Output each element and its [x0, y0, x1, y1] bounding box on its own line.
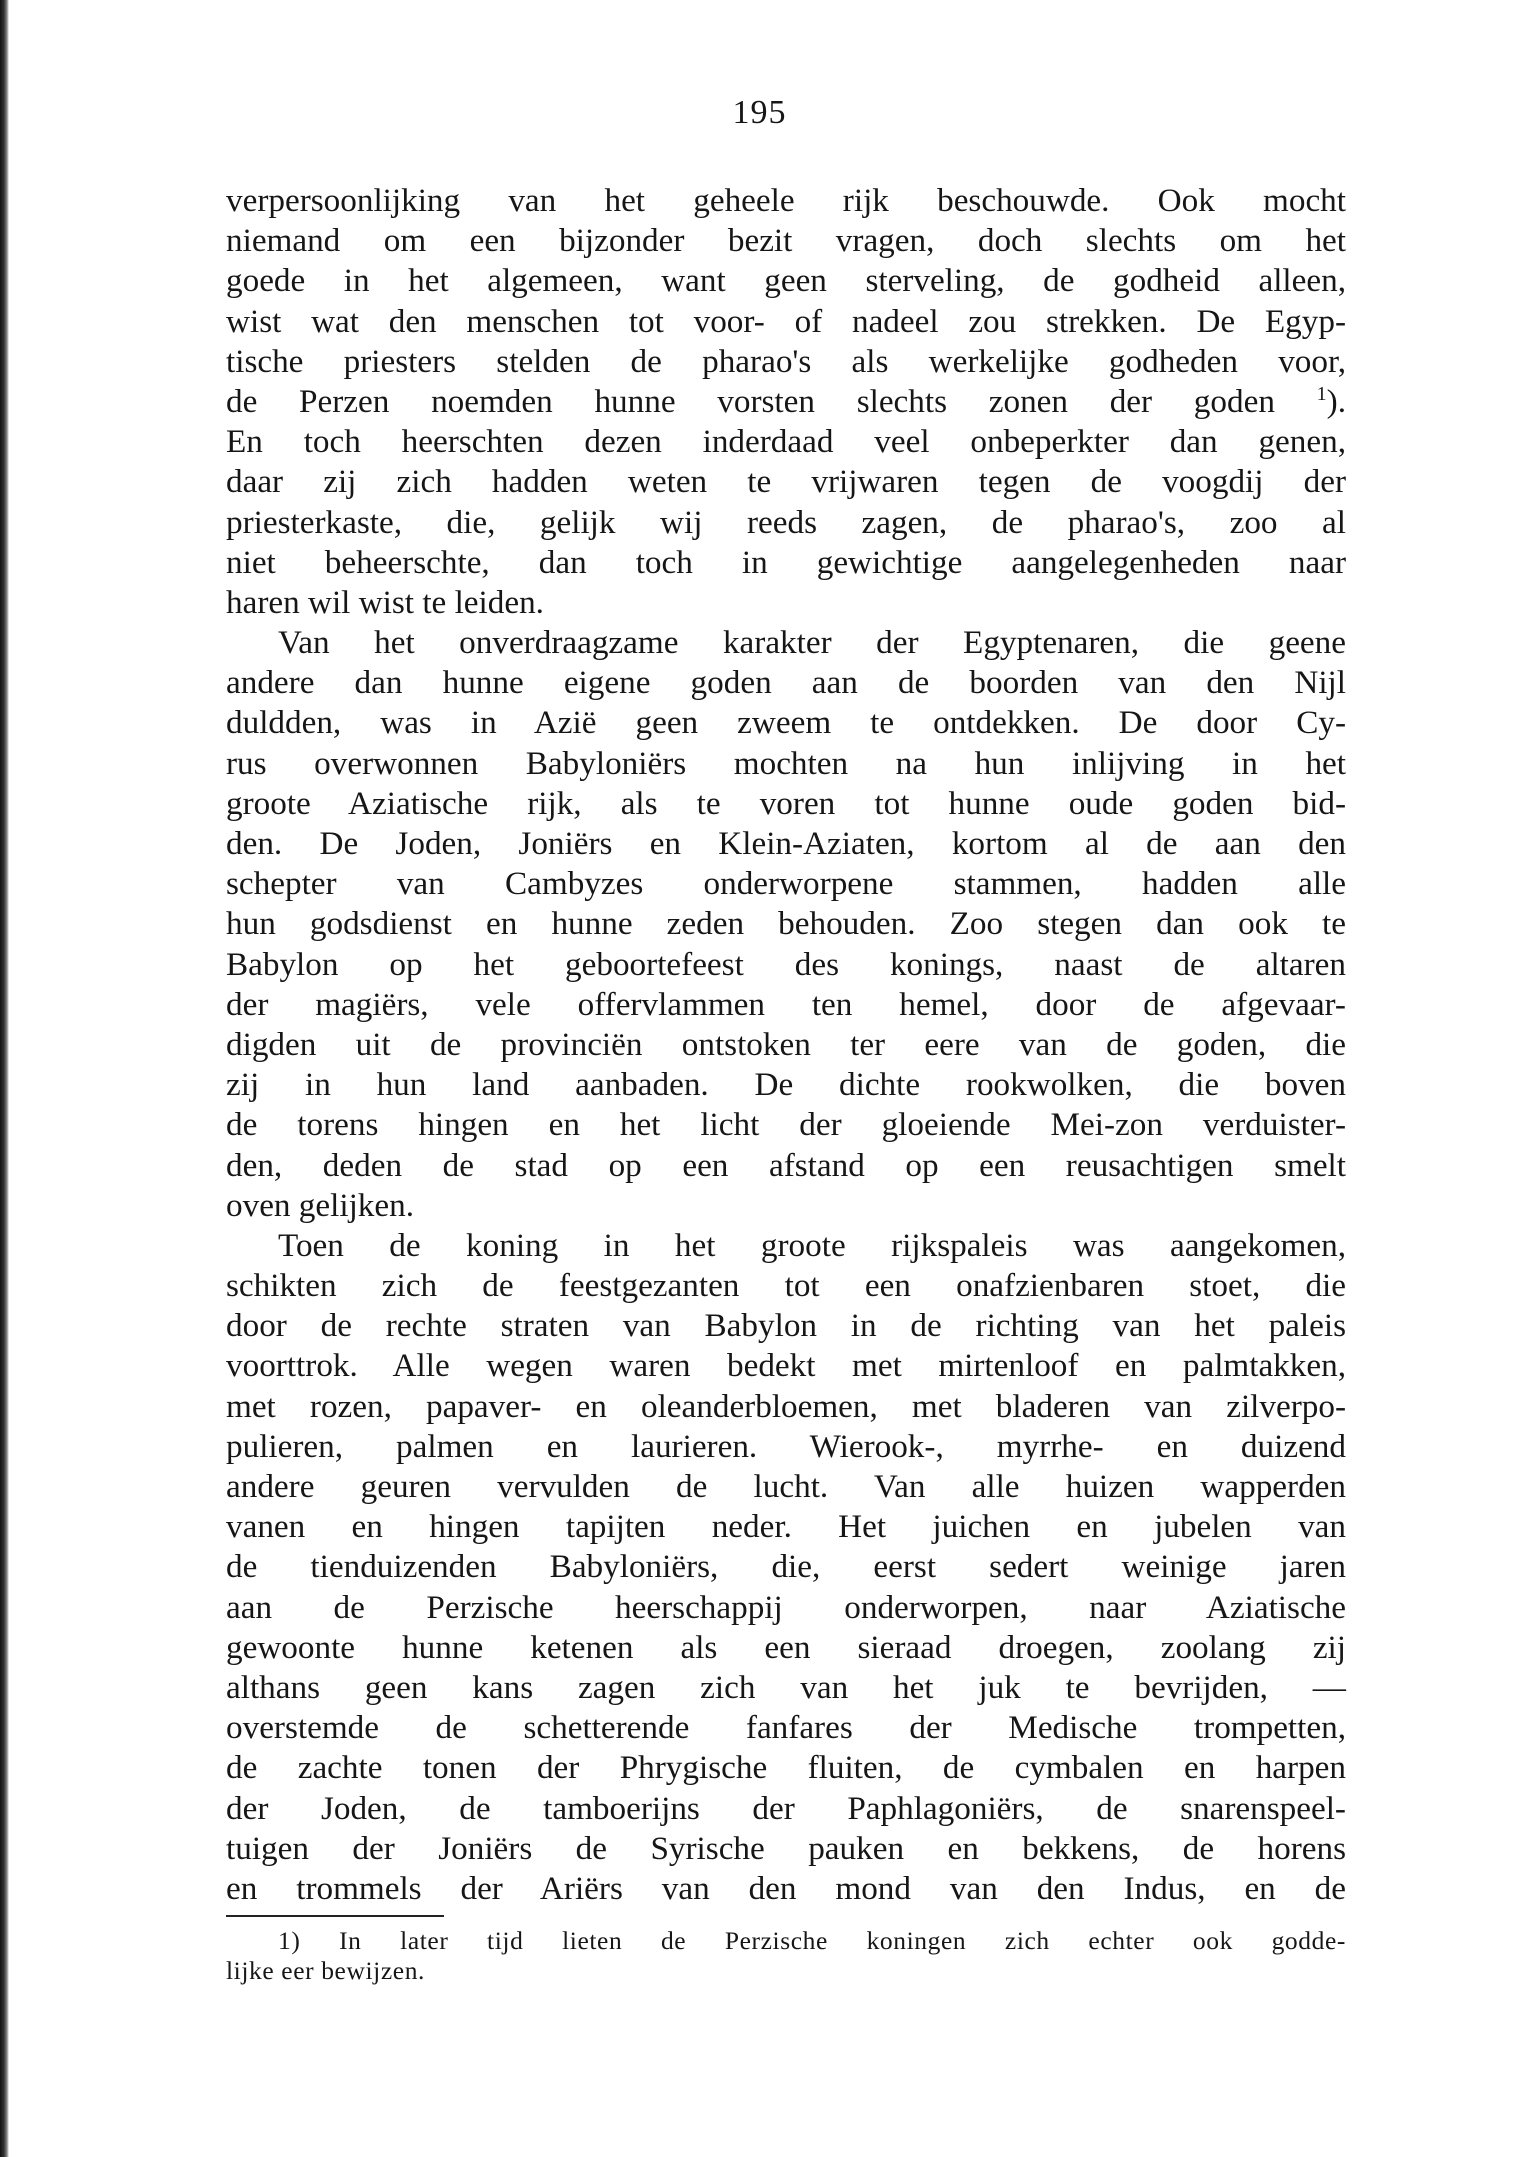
- text-line-with-note: [226, 382, 1346, 422]
- text-line: aan de Perzische heerschappij onderworpen, naar Aziatische: [226, 1588, 1346, 1626]
- footnote-reference-suffix: ).: [1326, 382, 1347, 420]
- text-line: tische priesters stelden de pharao's als werkelijke godheden voor,: [226, 342, 1346, 380]
- text-line: schikten zich de feestgezanten tot een onafzienbaren stoet, die: [226, 1267, 1346, 1305]
- text-line: rus overwonnen Babyloniërs mochten na hun inlijving in het: [226, 744, 1346, 782]
- body-text: [226, 181, 1346, 1909]
- text-line: der Joden, de tamboerijns der Paphlagoniërs, de snarenspeel-: [226, 1789, 1346, 1827]
- text-line: duldden, was in Azië geen zweem te ontdekken. De door Cy-: [226, 704, 1346, 742]
- text-line: de torens hingen en het licht der gloeiende Mei-zon verduister-: [226, 1106, 1346, 1144]
- footnotes: [226, 1926, 1346, 1986]
- scan-edge: [0, 0, 9, 2157]
- text-line: Toen de koning in het groote rijkspaleis was aangekomen,: [278, 1226, 1346, 1264]
- text-line: En toch heerschten dezen inderdaad veel onbeperkter dan genen,: [226, 423, 1346, 461]
- text-line: overstemde de schetterende fanfares der Medische trompetten,: [226, 1709, 1346, 1747]
- text-line: wist wat den menschen tot voor- of nadeel zou strekken. De Egyp-: [226, 302, 1346, 340]
- text-line: den, deden de stad op een afstand op een reusachtigen smelt: [226, 1146, 1346, 1184]
- text-line: hun godsdienst en hunne zeden behouden. Zoo stegen dan ook te: [226, 905, 1346, 943]
- text-line: haren wil wist te leiden.: [226, 583, 544, 621]
- text-line: de zachte tonen der Phrygische fluiten, de cymbalen en harpen: [226, 1749, 1346, 1787]
- text-line: niemand om een bijzonder bezit vragen, doch slechts om het: [226, 222, 1346, 260]
- text-line: tuigen der Joniërs de Syrische pauken en bekkens, de horens: [226, 1829, 1346, 1867]
- text-line: Babylon op het geboortefeest des konings, naast de altaren: [226, 945, 1346, 983]
- text-line: daar zij zich hadden weten te vrijwaren tegen de voogdij der: [226, 463, 1346, 501]
- text-line: oven gelijken.: [226, 1186, 415, 1224]
- text-line: verpersoonlijking van het geheele rijk beschouwde. Ook mocht: [226, 182, 1346, 219]
- text-line-content: de Perzen noemden hunne vorsten slechts zonen der goden: [226, 382, 1275, 420]
- text-line: niet beheerschte, dan toch in gewichtige aangelegenheden naar: [226, 543, 1346, 581]
- footnote-line: 1) In later tijd lieten de Perzische koningen zich echter ook godde-: [278, 1926, 1346, 1955]
- text-line: gewoonte hunne ketenen als een sieraad droegen, zoolang zij: [226, 1628, 1346, 1666]
- text-line: groote Aziatische rijk, als te voren tot hunne oude goden bid-: [226, 784, 1346, 822]
- text-line: voorttrok. Alle wegen waren bedekt met mirtenloof en palmtakken,: [226, 1347, 1346, 1385]
- text-line: der magiërs, vele offervlammen ten hemel, door de afgevaar-: [226, 985, 1346, 1023]
- text-line: den. De Joden, Joniërs en Klein-Aziaten, kortom al de aan den: [226, 825, 1346, 862]
- text-line: andere geuren vervulden de lucht. Van alle huizen wapperden: [226, 1468, 1346, 1505]
- text-line: met rozen, papaver- en oleanderbloemen, met bladeren van zilverpo-: [226, 1387, 1346, 1425]
- text-line: en trommels der Ariërs van den mond van den Indus, en de: [226, 1869, 1346, 1907]
- text-line: digden uit de provinciën ontstoken ter eere van de goden, die: [226, 1025, 1346, 1063]
- footnote-line: lijke eer bewijzen.: [226, 1956, 426, 1985]
- footnote-divider: [226, 1915, 444, 1917]
- page-number: 195: [732, 94, 787, 131]
- text-line: Van het onverdraagzame karakter der Egyptenaren, die geene: [278, 624, 1346, 662]
- text-line: andere dan hunne eigene goden aan de boorden van den Nijl: [226, 664, 1346, 702]
- text-line: vanen en hingen tapijten neder. Het juichen en jubelen van: [226, 1508, 1346, 1546]
- text-line: priesterkaste, die, gelijk wij reeds zagen, de pharao's, zoo al: [226, 503, 1346, 541]
- footnote-reference: 1: [1316, 382, 1327, 405]
- text-line: zij in hun land aanbaden. De dichte rookwolken, die boven: [226, 1066, 1346, 1104]
- text-line: schepter van Cambyzes onderworpene stammen, hadden alle: [226, 865, 1346, 903]
- text-line: althans geen kans zagen zich van het juk te bevrijden, —: [226, 1668, 1346, 1706]
- text-line: goede in het algemeen, want geen sterveling, de godheid alleen,: [226, 262, 1346, 300]
- text-line: door de rechte straten van Babylon in de richting van het paleis: [226, 1307, 1346, 1345]
- text-line: de tienduizenden Babyloniërs, die, eerst sedert weinige jaren: [226, 1548, 1346, 1586]
- text-line: pulieren, palmen en laurieren. Wierook-, myrrhe- en duizend: [226, 1427, 1346, 1465]
